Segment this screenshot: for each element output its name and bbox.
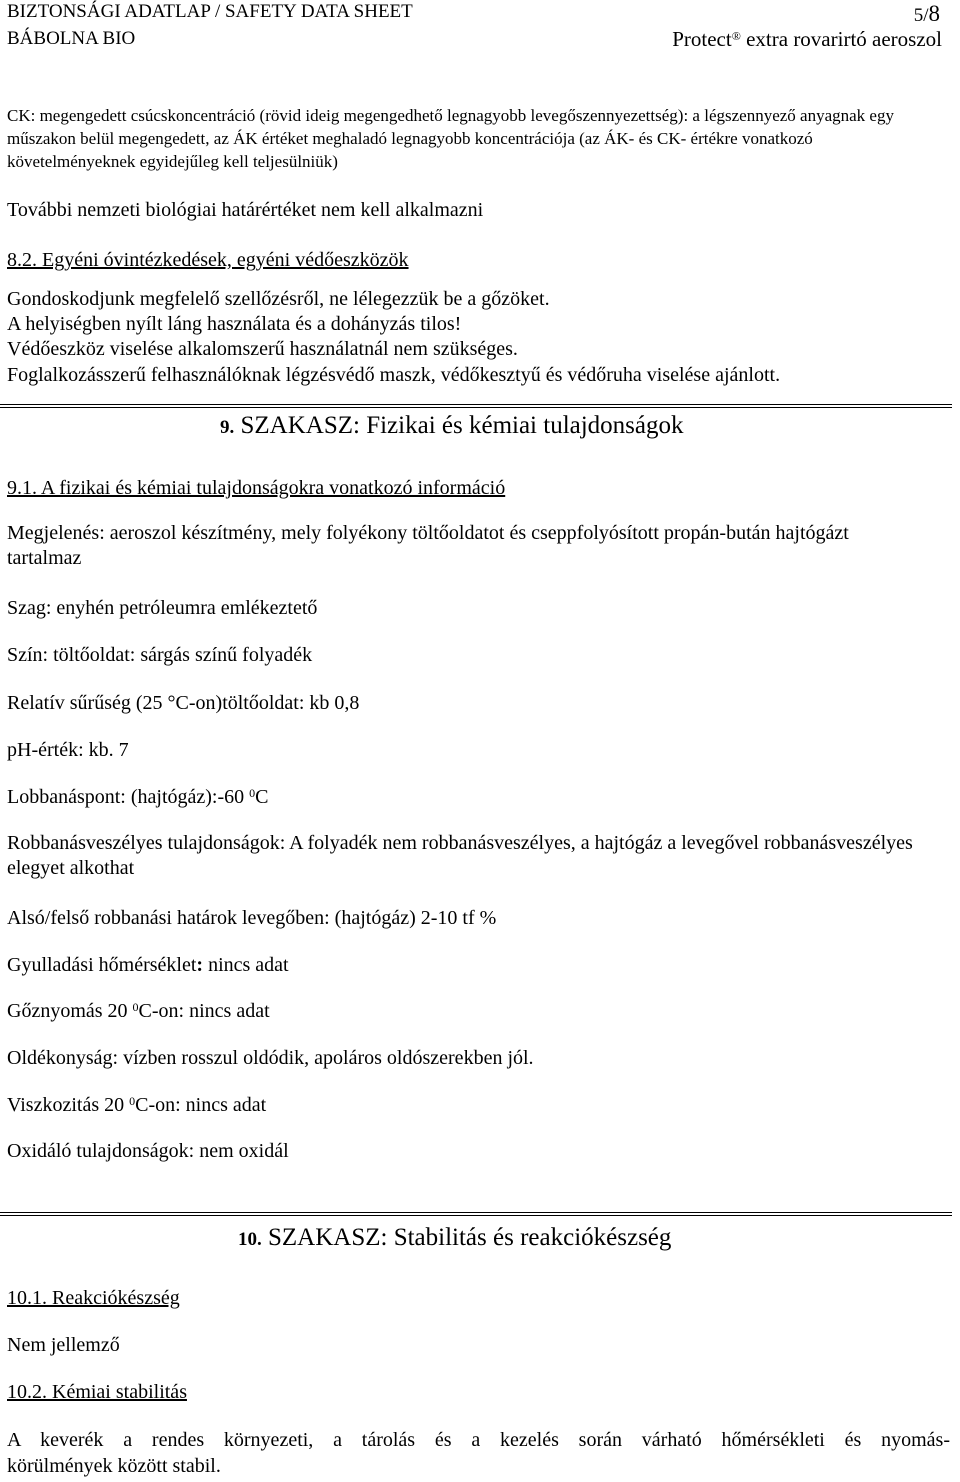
page-total: 8 (928, 1, 940, 26)
odor-text: Szag: enyhén petróleumra emlékeztető (7, 597, 318, 619)
vapor-degree-sup: 0 (132, 1000, 139, 1014)
ignition-text (7, 953, 289, 978)
explosion-limits-text: Alsó/felső robbanási határok levegőben: (hajtógáz) 2-10 tf % (7, 907, 497, 929)
header-doc-title: BIZTONSÁGI ADATLAP / SAFETY DATA SHEET (7, 1, 413, 22)
flash-point-text (7, 785, 269, 810)
ignition-label: Gyulladási hőmérséklet (7, 954, 197, 976)
section-divider (0, 404, 952, 408)
bio-limit-text: További nemzeti biológiai határértéket nem kell alkalmazni (7, 199, 484, 221)
sub82-line-4: Foglalkozásszerű felhasználóknak légzésvédő maszk, védőkesztyű és védőruha viselése ajánlott. (7, 364, 781, 386)
ph-text: pH-érték: kb. 7 (7, 739, 129, 761)
oxidizing-text: Oxidáló tulajdonságok: nem oxidál (7, 1140, 289, 1162)
section-10-heading (238, 1224, 671, 1252)
product-brand: Protect (672, 27, 732, 51)
flash-degree-sup: 0 (249, 786, 256, 800)
section-9-title: SZAKASZ: Fizikai és kémiai tulajdonságok (240, 412, 684, 439)
vapor-value: C-on: nincs adat (138, 1000, 270, 1022)
header-company: BÁBOLNA BIO (7, 28, 136, 49)
stability-line-1: A keverék a rendes környezeti, a tárolás és a kezelés során várható hőmérsékleti és nyomás- (7, 1429, 950, 1451)
product-name: extra rovarirtó aeroszol (746, 27, 942, 51)
section-10-number: 10. (238, 1229, 262, 1250)
solubility-text: Oldékonyság: vízben rosszul oldódik, apoláros oldószerekben jól. (7, 1047, 534, 1069)
ck-definition: CK: megengedett csúcskoncentráció (rövid ideig megengedhető legnagyobb levegőszennyezettség): a légszennyező anyagnak egy műszakon belül megengedett, az ÁK értéket meghaladó legnagyobb koncentrációja (az ÁK- és CK- értékre vonatkozó követelményeknek egyidejűleg kell teljesülniük) (7, 106, 894, 171)
section-divider-2 (0, 1212, 952, 1216)
stability-line-2: körülmények között stabil. (7, 1455, 221, 1477)
sub82-line-2: A helyiségben nyílt láng használata és a dohányzás tilos! (7, 313, 462, 335)
header-page-number: 5/8 (913, 1, 940, 26)
flash-unit: C (255, 786, 269, 808)
subsection-10-2-title: 10.2. Kémiai stabilitás (7, 1381, 187, 1403)
sub82-line-3: Védőeszköz viselése alkalomszerű használatnál nem szükséges. (7, 338, 518, 360)
sub82-line-1: Gondoskodjunk megfelelő szellőzésről, ne lélegezzük be a gőzöket. (7, 288, 550, 310)
viscosity-value: C-on: nincs adat (135, 1094, 267, 1116)
header-product (672, 27, 942, 52)
density-text (7, 691, 359, 716)
section-10-title: SZAKASZ: Stabilitás és reakciókészség (268, 1224, 672, 1251)
appearance-text: Megjelenés: aeroszol készítmény, mely folyékony töltőoldatot és cseppfolyósított propán-bután hajtógázt tartalmaz (7, 522, 849, 569)
subsection-8-2-title: 8.2. Egyéni óvintézkedések, egyéni védőeszközök (7, 249, 409, 271)
subsection-9-1-title: 9.1. A fizikai és kémiai tulajdonságokra vonatkozó információ (7, 477, 506, 499)
section-9-heading (220, 412, 684, 440)
flash-label: Lobbanáspont: (hajtógáz):-60 (7, 786, 245, 808)
vapor-pressure-text (7, 999, 270, 1024)
reactivity-text: Nem jellemző (7, 1334, 120, 1356)
color-text: Szín: töltőoldat: sárgás színű folyadék (7, 644, 313, 666)
page-current: 5 (913, 5, 924, 26)
registered-mark: ® (731, 29, 741, 43)
explosive-text: Robbanásveszélyes tulajdonságok: A folyadék nem robbanásveszélyes, a hajtógáz a levegővel robbanásveszélyes elegyet alkothat (7, 832, 913, 879)
ignition-colon: : (196, 954, 204, 976)
density-value: töltőoldat: kb 0,8 (222, 692, 360, 714)
viscosity-label: Viszkozitás 20 (7, 1094, 125, 1116)
vapor-label: Gőznyomás 20 (7, 1000, 128, 1022)
viscosity-text (7, 1093, 266, 1118)
section-9-number: 9. (220, 417, 235, 438)
ignition-value: nincs adat (203, 954, 289, 976)
viscosity-degree-sup: 0 (129, 1094, 136, 1108)
density-label: Relatív sűrűség (25 °C-on) (7, 692, 223, 714)
subsection-10-1-title: 10.1. Reakciókészség (7, 1287, 180, 1309)
